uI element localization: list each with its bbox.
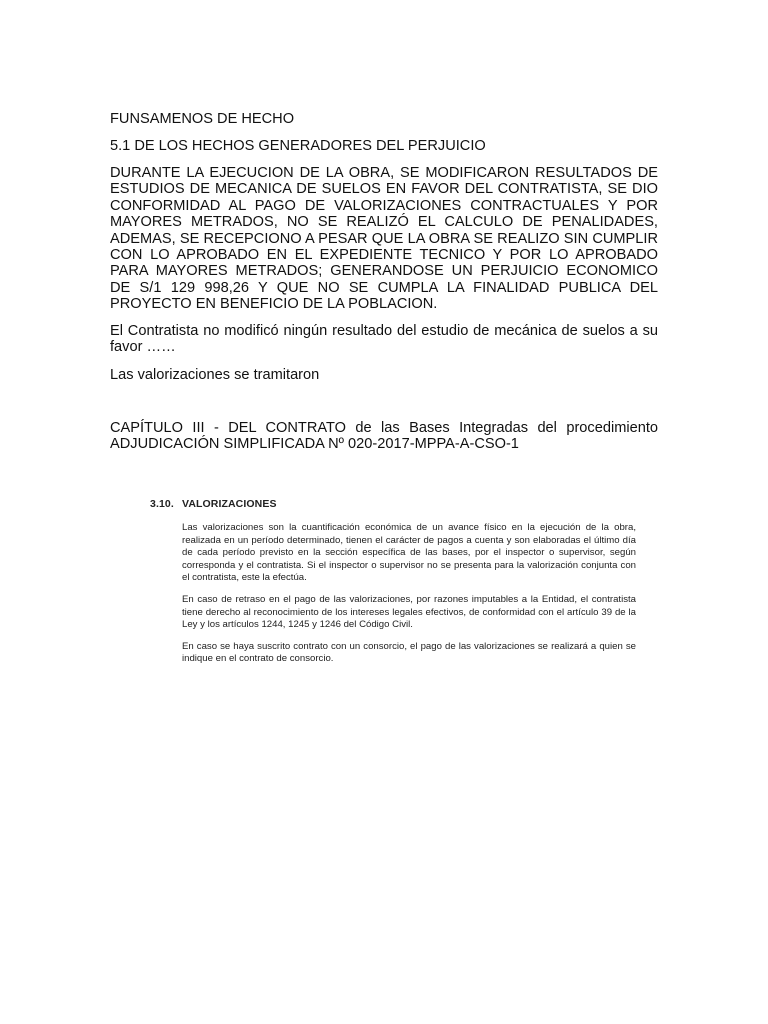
chapter-reference-paragraph: CAPÍTULO III - DEL CONTRATO de las Bases Integradas del procedimiento ADJUDICACIÓN SIMPLIFICADA Nº 020-2017-MPPA-A-CSO-1 (110, 420, 658, 453)
excerpt-paragraph: En caso de retraso en el pago de las valorizaciones, por razones imputables a la Entidad, el contratista tiene derecho al reconocimiento de los intereses legales efectivos, de conformidad con el artículo 39 de la Ley y los artículos 1244, 1245 y 1246 del Código Civil. (182, 593, 636, 631)
contractor-paragraph: El Contratista no modificó ningún resultado del estudio de mecánica de suelos a su favor …… (110, 323, 658, 356)
excerpt-section-title: VALORIZACIONES (182, 498, 277, 510)
subsection-heading: 5.1 DE LOS HECHOS GENERADORES DEL PERJUICIO (110, 138, 486, 154)
facts-paragraph: DURANTE LA EJECUCION DE LA OBRA, SE MODIFICARON RESULTADOS DE ESTUDIOS DE MECANICA DE SUELOS EN FAVOR DEL CONTRATISTA, SE DIO CONFORMIDAD AL PAGO DE VALORIZACIONES CONTRACTUALES Y POR MAYORES METRADOS, NO SE REALIZÓ EL CALCULO DE PENALIDADES, ADEMAS, SE RECEPCIONO A PESAR QUE LA OBRA SE REALIZO SIN CUMPLIR CON LO APROBADO EN EL EXPEDIENTE TECNICO Y POR LO APROBADO PARA MAYORES METRADOS; GENERANDOSE UN PERJUICIO ECONOMICO DE S/1 129 998,26 Y QUE NO SE CUMPLA LA FINALIDAD PUBLICA DEL PROYECTO EN BENEFICIO DE LA POBLACION. (110, 165, 658, 313)
bases-excerpt-image (150, 498, 636, 675)
section-heading: FUNSAMENOS DE HECHO (110, 111, 295, 127)
excerpt-section-number: 3.10. (150, 498, 174, 510)
excerpt-paragraph: En caso se haya suscrito contrato con un consorcio, el pago de las valorizaciones se realizará a quien se indique en el contrato de consorcio. (182, 640, 636, 665)
valuations-paragraph: Las valorizaciones se tramitaron (110, 367, 320, 383)
excerpt-title (150, 498, 636, 510)
excerpt-paragraph: Las valorizaciones son la cuantificación económica de un avance físico en la ejecución de la obra, realizada en un período determinado, tienen el carácter de pagos a cuenta y son elaboradas el último día de cada período previsto en la sección específica de las bases, por el inspector o supervisor, según corresponda y el contratista. Si el inspector o supervisor no se presenta para la valorización conjunta con el contratista, este la efectúa. (182, 522, 636, 584)
